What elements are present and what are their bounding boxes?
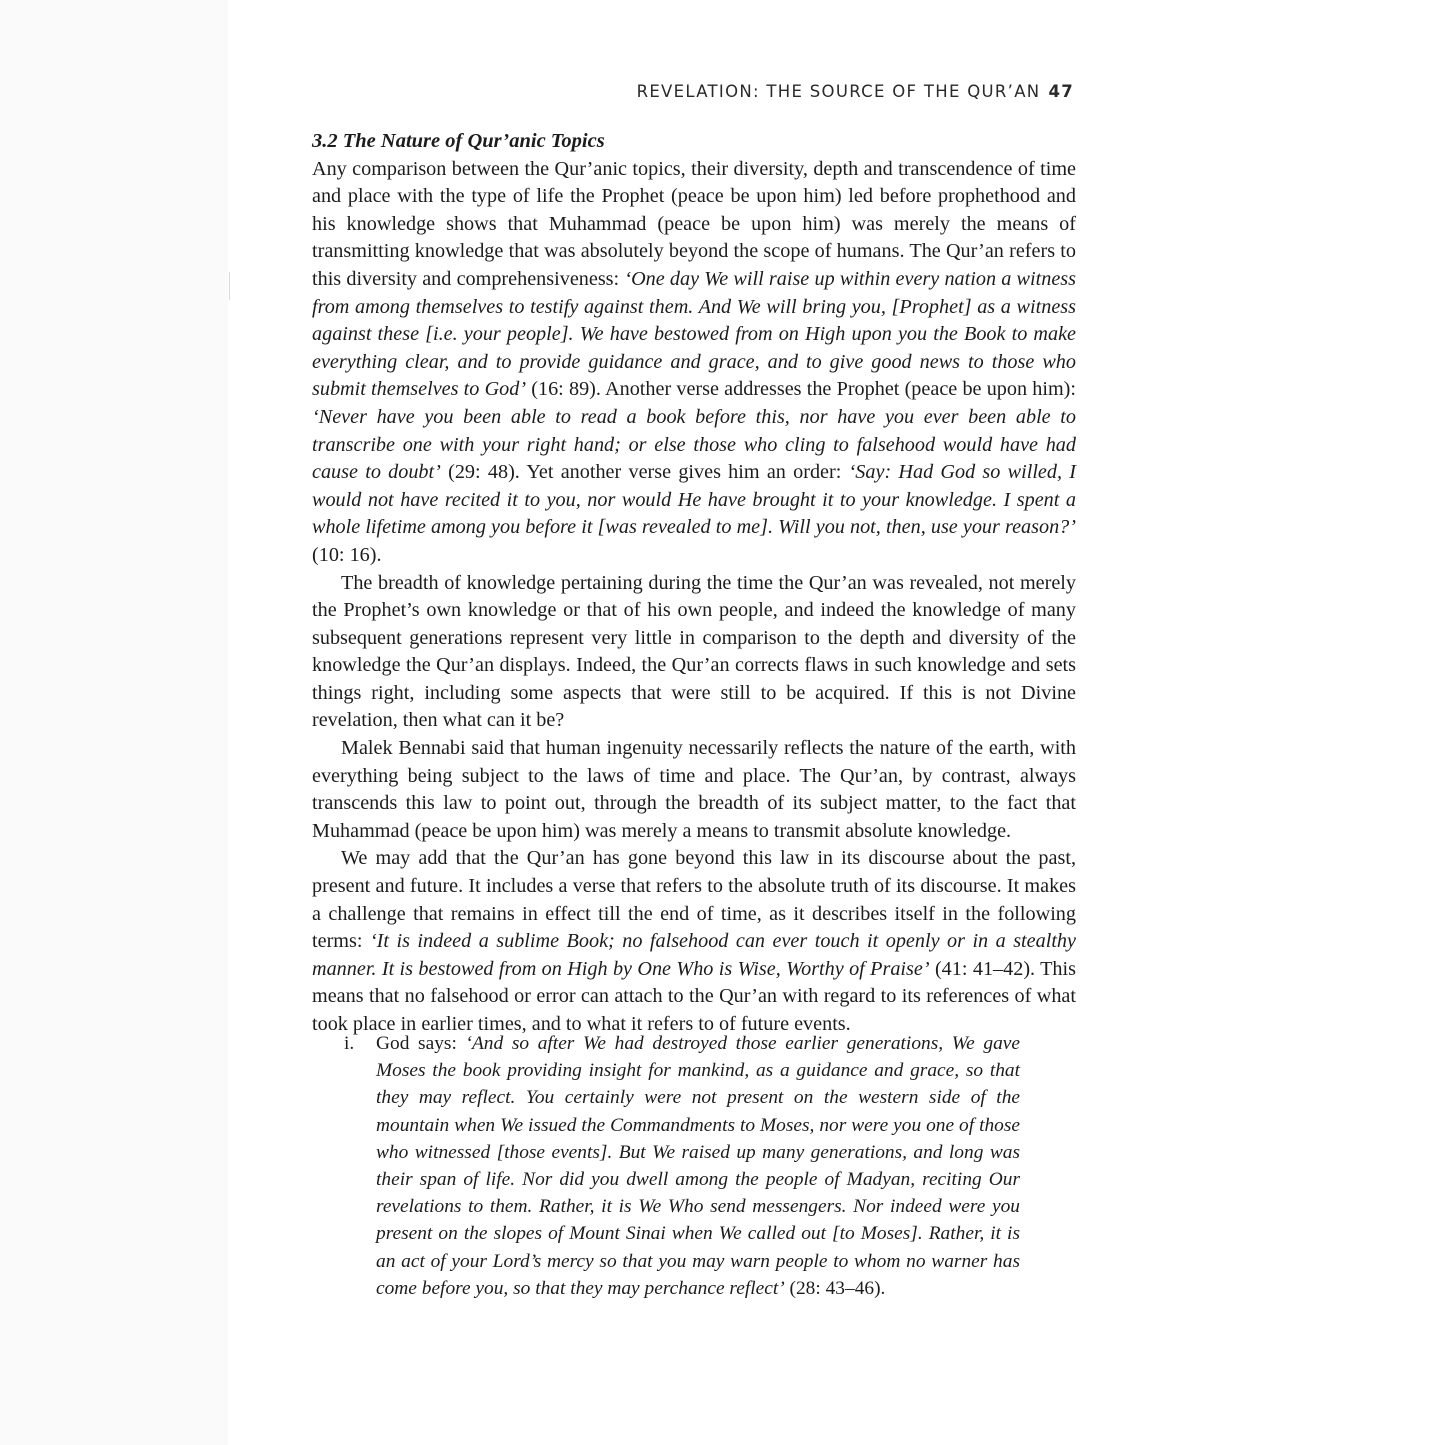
running-title: REVELATION: THE SOURCE OF THE QUR’AN — [636, 82, 1041, 101]
list-item — [344, 1030, 1020, 1302]
paragraph — [312, 570, 1076, 736]
body-text: Malek Bennabi said that human ingenuity necessarily reflects the nature of the earth, with everything being subject to the laws of time and place. The Qur’an, by contrast, always transcends this law to point out, through the breadth of its subject matter, to the fact that Muhammad (peace be upon him) was merely a means to transmit absolute knowledge. — [312, 737, 1076, 842]
quran-quotation: ‘Never have you been able to read a book before this, nor have you ever been able to transcribe one with your right hand; or else those who cling to falsehood would have had cause to doubt’ — [312, 405, 1076, 484]
paragraph — [312, 845, 1076, 1038]
body-text: (29: 48). Yet another verse gives him an order: — [440, 461, 849, 484]
body-text: (41: 41–42). This means that no falsehood or error can attach to the Qur’an with regard to its references of what took place in earlier times, and to what it refers to of future events. — [312, 957, 1076, 1035]
body-text: Any comparison between the Qur’anic topics, their diversity, depth and transcendence of time and place with the type of life the Prophet (peace be upon him) led before prophethood and his knowledge shows that Muhammad (peace be upon him) was merely the means of transmitting knowledge that was absolutely beyond the scope of humans. The Qur’an refers to this diversity and comprehensiveness: — [312, 157, 1076, 290]
body-text: (10: 16). — [312, 543, 382, 566]
body-text: (28: 43–46). — [784, 1277, 886, 1299]
paragraph — [312, 735, 1076, 845]
body-text: The breadth of knowledge pertaining during the time the Qur’an was revealed, not merely the Prophet’s own knowledge or that of his own people, and indeed the knowledge of many subsequent generations represent very little in comparison to the depth and diversity of the knowledge the Qur’an displays. Indeed, the Qur’an corrects flaws in such knowledge and sets things right, including some aspects that were still to be acquired. If this is not Divine revelation, then what can it be? — [312, 571, 1076, 732]
body-text: God says: — [376, 1033, 466, 1054]
quran-quotation: ‘One day We will raise up within every nation a witness from among themselves to testify against them. And We will bring you, [Prophet] as a witness against these [i.e. your people]. We have bestowed from on High upon you the Book to make everything clear, and to provide guidance and grace, and to give good news to those who submit themselves to God’ — [312, 267, 1076, 401]
list-marker: i. — [344, 1033, 355, 1054]
quotation-list — [344, 1030, 1020, 1302]
list-item-text — [376, 1030, 1020, 1302]
paragraph — [312, 156, 1076, 570]
body-text: We may add that the Qur’an has gone beyond this law in its discourse about the past, present and future. It includes a verse that refers to the absolute truth of its discourse. It makes a challenge that remains in effect till the end of time, as it describes itself in the following terms: — [312, 847, 1076, 953]
quran-quotation: ‘It is indeed a sublime Book; no falsehood can ever touch it openly or in a stealthy manner. It is bestowed from on High by One Who is Wise, Worthy of Praise’ — [312, 930, 1076, 980]
page-number: 47 — [1048, 82, 1074, 101]
quran-quotation: ‘And so after We had destroyed those earlier generations, We gave Moses the book providing insight for mankind, as a guidance and grace, so that they may reflect. You certainly were not present on the western side of the mountain when We issued the Commandments to Moses, nor were you one of those who witnessed [those events]. But We raised up many generations, and long was their span of life. Nor did you dwell among the people of Madyan, reciting Our revelations to them. Rather, it is We Who send messengers. Nor indeed were you present on the slopes of Mount Sinai when We called out [to Moses]. Rather, it is an act of your Lord’s mercy so that you may warn people to whom no warner has come before you, so that they may perchance reflect’ — [376, 1033, 1020, 1299]
section-heading: 3.2 The Nature of Qur’anic Topics — [312, 130, 605, 152]
quran-quotation: ‘Say: Had God so willed, I would not have recited it to you, nor would He have brought it to your knowledge. I spent a whole lifetime among you before it [was revealed to me]. Will you not, then, use your reason?’ — [312, 461, 1076, 539]
main-text — [312, 128, 1076, 1039]
running-header — [637, 82, 1074, 101]
body-text: (16: 89). Another verse addresses the Prophet (peace be upon him): — [526, 378, 1077, 401]
